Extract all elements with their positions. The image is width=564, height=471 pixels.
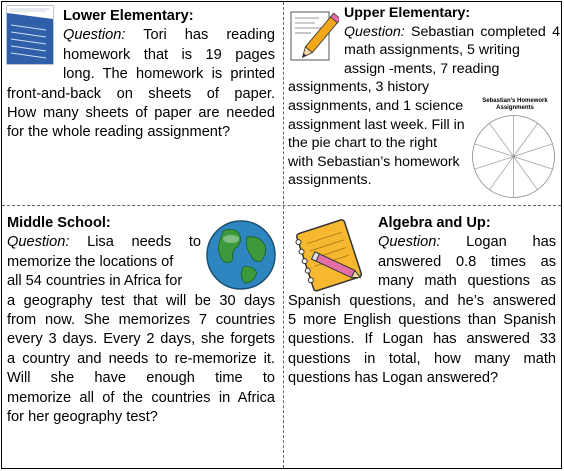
question-line: many math questions as	[378, 273, 556, 290]
section-title: Lower Elementary:	[63, 8, 194, 24]
algebra-section	[288, 214, 556, 389]
section-title: Algebra and Up:	[378, 215, 491, 231]
question-line: homework that is 19 pages	[63, 46, 275, 63]
question-line: assignments.	[288, 172, 372, 189]
question-line: Question: Tori has reading	[63, 27, 275, 44]
question-line: Spanish questions, and he’s answered	[288, 292, 556, 309]
question-line: front-and-back on sheets of paper.	[7, 85, 275, 102]
question-line: a geography test that will be 30 days	[7, 292, 275, 309]
question-label: Question:	[63, 27, 126, 44]
question-line: for the whole reading assignment?	[7, 124, 231, 141]
question-line: for her geography test?	[7, 409, 158, 426]
question-line: Question: Lisa needs to	[7, 234, 201, 251]
section-title: Middle School:	[7, 215, 111, 231]
question-line: long. The homework is printed	[63, 66, 275, 83]
question-line: answered 0.8 times as	[378, 253, 556, 270]
question-line: Will she have enough time to	[7, 370, 275, 387]
question-line: memorize all of the countries in Africa	[7, 389, 275, 406]
lower-elementary-section	[7, 7, 275, 143]
question-line: assignments, 3 history	[288, 79, 430, 96]
question-line: from now. She memorizes 7 countries	[7, 312, 275, 329]
question-line: 5 more English questions than Spanish	[288, 312, 556, 329]
question-label: Question:	[344, 23, 405, 40]
question-line: the pie chart to the right	[288, 135, 438, 152]
question-line: questions has Logan answered?	[288, 370, 499, 387]
question-line: How many sheets of paper are needed	[7, 105, 275, 122]
question-line: assignment last week. Fill in	[288, 116, 465, 133]
pie-chart-title: Sebastian’s Homework Assignments	[482, 98, 548, 111]
section-title: Upper Elementary:	[344, 5, 471, 21]
question-label: Question:	[7, 234, 70, 251]
question-line: math assignments, 5 writing	[344, 42, 520, 59]
question-label: Question:	[378, 234, 441, 251]
question-line: memorize the locations of	[7, 253, 174, 270]
question-line: a country and needs to re-memorize it.	[7, 350, 275, 367]
question-line: assignments, and 1 science	[288, 97, 464, 114]
question-line: with Sebastian’s homework	[288, 153, 460, 170]
question-line: Question: Logan has	[378, 234, 556, 251]
vertical-divider	[283, 2, 285, 468]
horizontal-divider	[2, 205, 561, 207]
globe-icon	[203, 217, 279, 293]
question-line: assign -ments, 7 reading	[344, 60, 500, 77]
question-line: all 54 countries in Africa for	[7, 273, 183, 290]
question-line: questions. If Logan has answered 33	[288, 331, 556, 348]
question-line: every 3 days. Every 2 days, she forgets	[7, 331, 275, 348]
blank-pie-chart[interactable]	[471, 114, 556, 199]
question-line: Question: Sebastian completed 4	[344, 23, 560, 40]
question-line: questions in total, how many math	[288, 350, 556, 367]
